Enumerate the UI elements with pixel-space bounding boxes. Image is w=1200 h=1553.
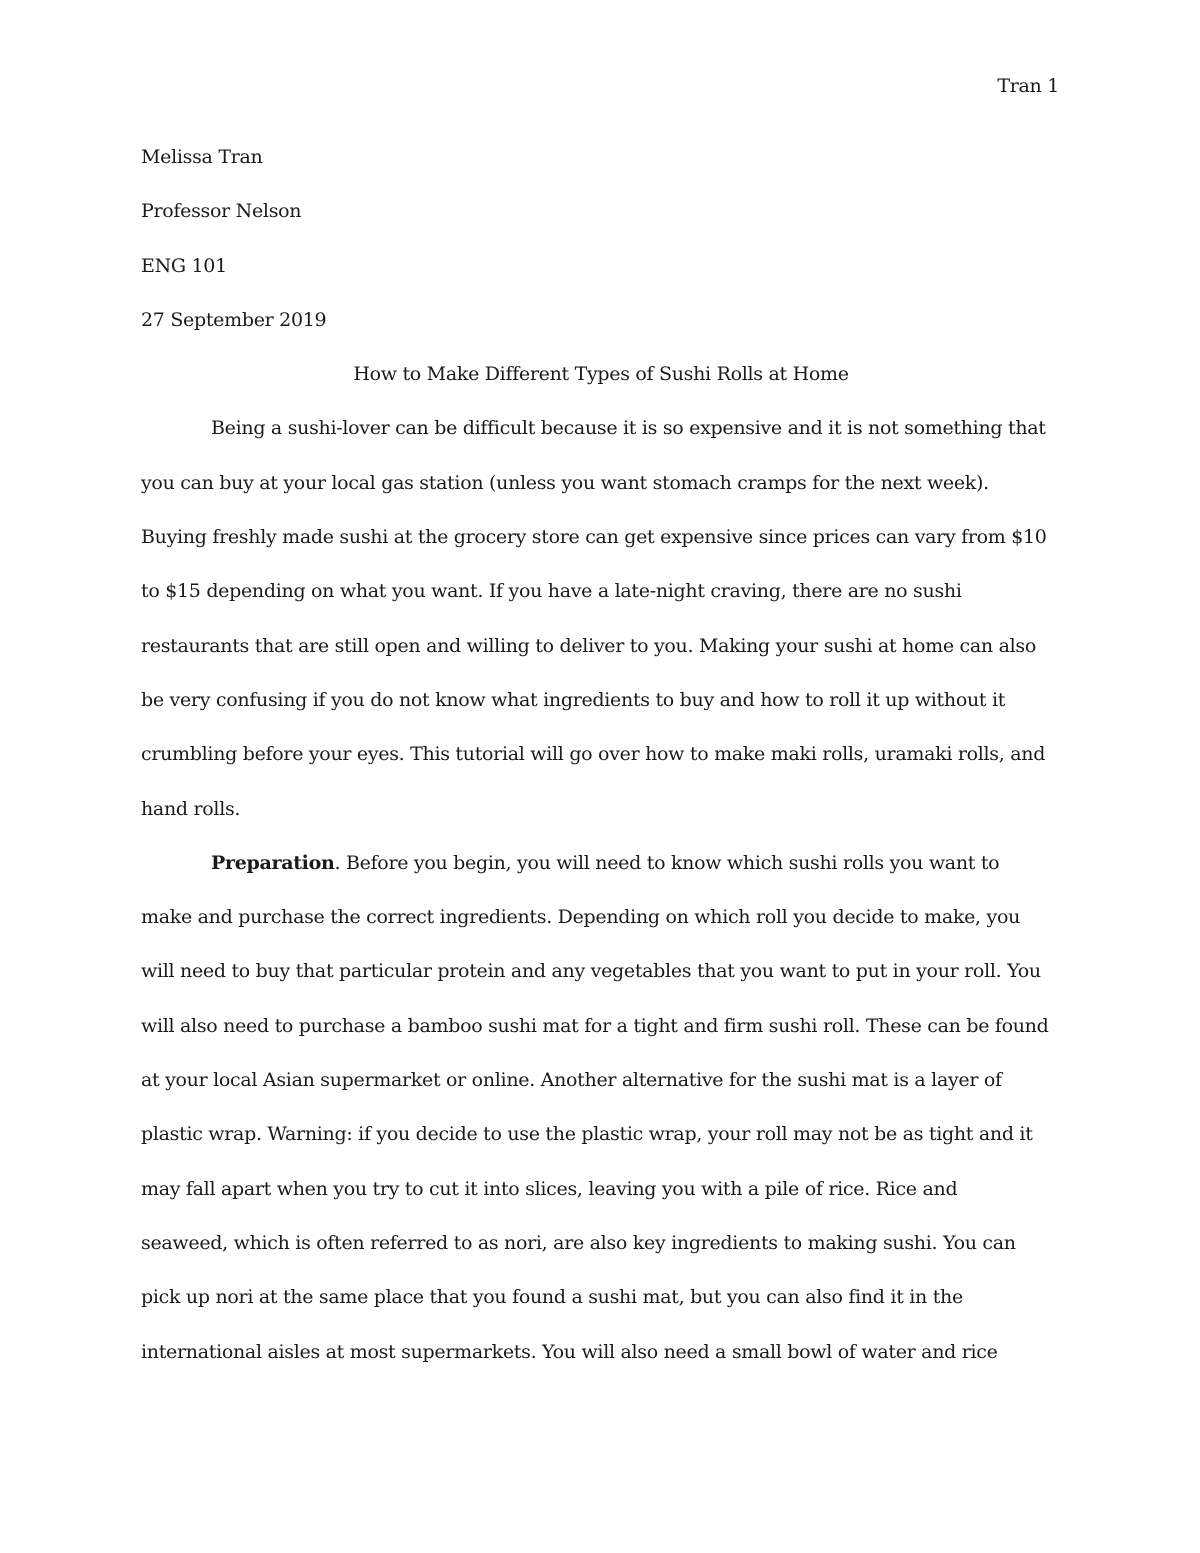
paragraph-line: to $15 depending on what you want. If you have a late-night craving, there are no sushi [141, 580, 962, 603]
paragraph-line: pick up nori at the same place that you found a sushi mat, but you can also find it in the [141, 1286, 963, 1309]
paragraph-line: be very confusing if you do not know what ingredients to buy and how to roll it up without it [141, 688, 1006, 711]
paragraph-line: at your local Asian supermarket or online. Another alternative for the sushi mat is a layer of [141, 1069, 1002, 1092]
intro-paragraph [141, 411, 1061, 845]
paragraph-line: will need to buy that particular protein and any vegetables that you want to put in your roll. You [141, 960, 1041, 983]
paragraph-line: make and purchase the correct ingredients. Depending on which roll you decide to make, you [141, 906, 1021, 929]
paragraph-line: crumbling before your eyes. This tutorial will go over how to make maki rolls, uramaki rolls, and [141, 743, 1046, 766]
document-body [141, 140, 1061, 1389]
document-date: 27 September 2019 [141, 308, 327, 331]
paragraph-line: international aisles at most supermarkets. You will also need a small bowl of water and rice [141, 1340, 998, 1363]
preparation-first-line: . Before you begin, you will need to know which sushi rolls you want to [334, 851, 1000, 874]
preparation-heading: Preparation [211, 851, 335, 874]
paragraph-line: plastic wrap. Warning: if you decide to use the plastic wrap, your roll may not be as tight and it [141, 1123, 1033, 1146]
paragraph-line: may fall apart when you try to cut it into slices, leaving you with a pile of rice. Rice and [141, 1177, 958, 1200]
document-title: How to Make Different Types of Sushi Rolls at Home [353, 363, 849, 386]
paragraph-line: Buying freshly made sushi at the grocery store can get expensive since prices can vary from $10 [141, 526, 1047, 549]
running-head: Tran 1 [997, 75, 1059, 97]
instructor-name: Professor Nelson [141, 200, 302, 223]
paragraph-line: you can buy at your local gas station (unless you want stomach cramps for the next week). [141, 471, 989, 494]
course-name: ENG 101 [141, 254, 227, 277]
author-name: Melissa Tran [141, 146, 263, 168]
preparation-paragraph [141, 846, 1061, 1389]
paragraph-line: Being a sushi-lover can be difficult because it is so expensive and it is not something that [211, 417, 1046, 440]
paragraph-line: hand rolls. [141, 797, 241, 820]
paragraph-line: will also need to purchase a bamboo sushi mat for a tight and firm sushi roll. These can be found [141, 1014, 1049, 1037]
paragraph-line: restaurants that are still open and willing to deliver to you. Making your sushi at home can also [141, 634, 1036, 657]
paragraph-line: seaweed, which is often referred to as nori, are also key ingredients to making sushi. You can [141, 1231, 1016, 1254]
paragraph-line [141, 846, 1061, 900]
